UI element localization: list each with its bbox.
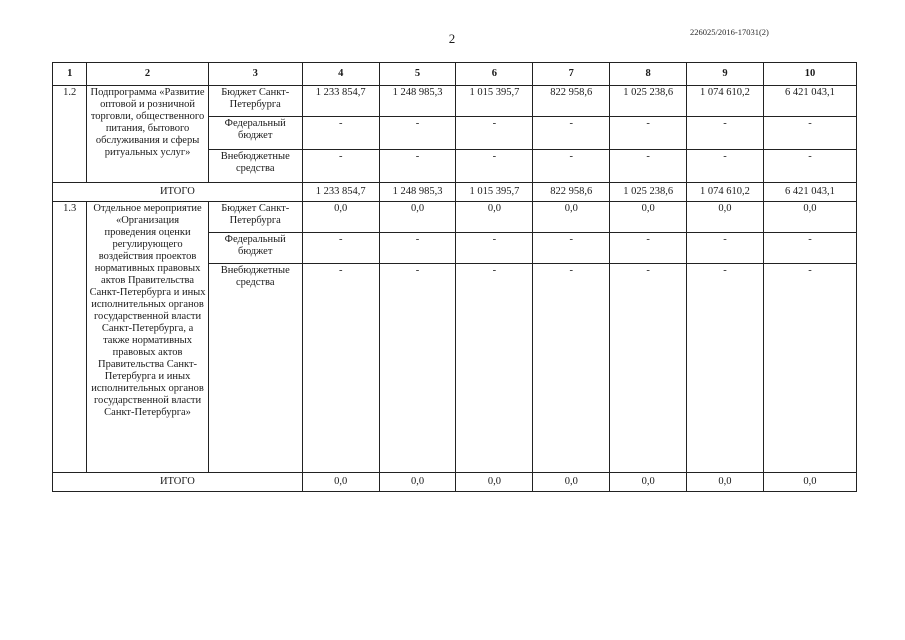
- table-cell: -: [687, 233, 764, 264]
- total-cell: 0,0: [763, 473, 856, 492]
- total-cell: 0,0: [456, 473, 533, 492]
- table-cell: -: [456, 117, 533, 150]
- table-cell: 1 025 238,6: [610, 86, 687, 117]
- table-cell: -: [533, 264, 610, 473]
- table-cell: -: [763, 150, 856, 183]
- table-cell: -: [302, 150, 379, 183]
- column-header: 5: [379, 63, 456, 86]
- table-cell: 6 421 043,1: [763, 86, 856, 117]
- total-row: [53, 183, 857, 202]
- table-cell: 0,0: [533, 202, 610, 233]
- page-number: 2: [448, 31, 456, 46]
- column-header: 9: [687, 63, 764, 86]
- total-cell: 0,0: [533, 473, 610, 492]
- total-cell: 1 015 395,7: [456, 183, 533, 202]
- table-cell: 0,0: [379, 202, 456, 233]
- table-cell: -: [533, 117, 610, 150]
- table-cell: 1 248 985,3: [379, 86, 456, 117]
- column-header: 8: [610, 63, 687, 86]
- table-cell: -: [379, 233, 456, 264]
- column-header: 7: [533, 63, 610, 86]
- table-cell: -: [763, 264, 856, 473]
- table-cell: 822 958,6: [533, 86, 610, 117]
- column-header-row: [53, 63, 857, 86]
- table-cell: -: [379, 264, 456, 473]
- total-cell: 1 233 854,7: [302, 183, 379, 202]
- column-header: 1: [53, 63, 87, 86]
- table-cell: -: [687, 150, 764, 183]
- table-cell: 1 233 854,7: [302, 86, 379, 117]
- total-cell: 822 958,6: [533, 183, 610, 202]
- budget-table: [52, 62, 857, 492]
- column-header: 10: [763, 63, 856, 86]
- section-id: 1.3: [53, 202, 87, 473]
- table-cell: 1 015 395,7: [456, 86, 533, 117]
- table-cell: -: [302, 117, 379, 150]
- funding-source: Федеральный бюджет: [208, 233, 302, 264]
- total-label: ИТОГО: [53, 473, 303, 492]
- funding-source: Бюджет Санкт-Петербурга: [208, 202, 302, 233]
- column-header: 3: [208, 63, 302, 86]
- total-cell: 0,0: [379, 473, 456, 492]
- table-cell: -: [379, 117, 456, 150]
- total-cell: 6 421 043,1: [763, 183, 856, 202]
- table-cell: 0,0: [302, 202, 379, 233]
- table-cell: -: [456, 264, 533, 473]
- total-label: ИТОГО: [53, 183, 303, 202]
- table-cell: -: [763, 117, 856, 150]
- table-cell: 1 074 610,2: [687, 86, 764, 117]
- table-cell: 0,0: [687, 202, 764, 233]
- table-cell: -: [456, 233, 533, 264]
- total-cell: 0,0: [302, 473, 379, 492]
- funding-source: Бюджет Санкт-Петербурга: [208, 86, 302, 117]
- table-cell: -: [302, 233, 379, 264]
- section-id: 1.2: [53, 86, 87, 183]
- table-cell: -: [763, 233, 856, 264]
- total-row: [53, 473, 857, 492]
- section-name: Подпрограмма «Развитие оптовой и розничной торговли, общественного питания, бытового обслуживания и сферы ритуальных услуг»: [87, 86, 208, 183]
- column-header: 2: [87, 63, 208, 86]
- table-cell: 0,0: [763, 202, 856, 233]
- total-cell: 1 248 985,3: [379, 183, 456, 202]
- table-cell: -: [610, 150, 687, 183]
- table-cell: -: [533, 150, 610, 183]
- column-header: 6: [456, 63, 533, 86]
- total-cell: 1 025 238,6: [610, 183, 687, 202]
- table-cell: -: [687, 264, 764, 473]
- table-cell: -: [379, 150, 456, 183]
- table-cell: 0,0: [456, 202, 533, 233]
- table-cell: -: [610, 264, 687, 473]
- funding-source: Федеральный бюджет: [208, 117, 302, 150]
- table-cell: -: [610, 117, 687, 150]
- table-cell: -: [456, 150, 533, 183]
- total-cell: 0,0: [610, 473, 687, 492]
- table-row: [53, 202, 857, 233]
- table-cell: -: [687, 117, 764, 150]
- funding-source: Внебюджетные средства: [208, 150, 302, 183]
- total-cell: 1 074 610,2: [687, 183, 764, 202]
- total-cell: 0,0: [687, 473, 764, 492]
- funding-source: Внебюджетные средства: [208, 264, 302, 473]
- table-cell: -: [302, 264, 379, 473]
- table-cell: 0,0: [610, 202, 687, 233]
- table-row: [53, 86, 857, 117]
- document-code: 226025/2016-17031(2): [690, 27, 769, 37]
- table-cell: -: [610, 233, 687, 264]
- column-header: 4: [302, 63, 379, 86]
- section-name: Отдельное мероприятие «Организация проведения оценки регулирующего воздействия проектов нормативных правовых актов Правительства Санкт-Петербурга и иных исполнительных органов государственной власти Санкт-Петербурга, а также нормативных правовых актов Правительства Санкт-Петербурга и иных исполнительных органов государственной власти Санкт-Петербурга»: [87, 202, 208, 473]
- table-cell: -: [533, 233, 610, 264]
